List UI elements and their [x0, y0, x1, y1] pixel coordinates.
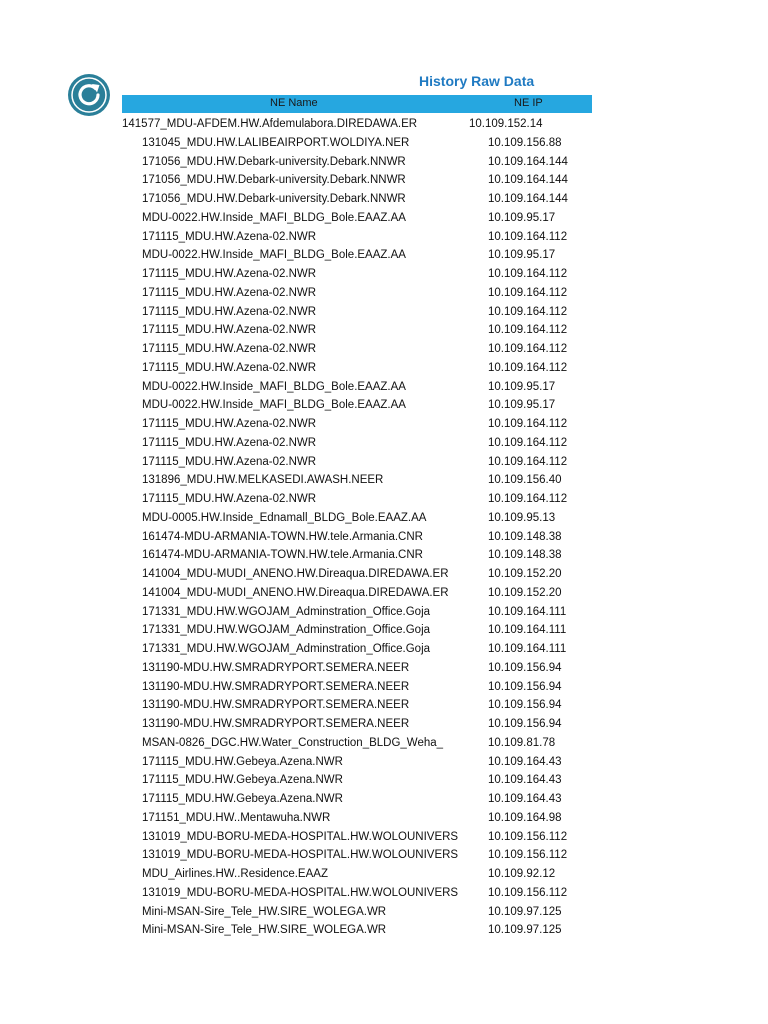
ne-ip-cell: 10.109.156.112: [488, 886, 568, 899]
ne-ip-cell: 10.109.164.112: [488, 418, 568, 430]
table-row: [0, 771, 768, 790]
table-header: [122, 95, 592, 113]
table-row: [0, 246, 768, 265]
table-row: [0, 865, 768, 884]
ne-name-cell: MDU-0022.HW.Inside_MAFI_BLDG_Bole.EAAZ.AA: [142, 380, 406, 393]
ne-ip-cell: 10.109.95.17: [488, 399, 556, 412]
table-row: [0, 809, 768, 828]
ne-ip-cell: 10.109.164.43: [488, 793, 562, 805]
ne-ip-cell: 10.109.152.14: [469, 118, 543, 130]
table-row: [0, 471, 768, 490]
table-row: [0, 453, 768, 472]
ne-name-cell: 131190-MDU.HW.SMRADRYPORT.SEMERA.NEER: [142, 661, 410, 674]
ne-ip-cell: 10.109.95.17: [488, 249, 556, 262]
ne-name-cell: MDU-0022.HW.Inside_MAFI_BLDG_Bole.EAAZ.AA: [142, 211, 406, 224]
ne-name-cell: 171151_MDU.HW..Mentawuha.NWR: [142, 811, 331, 824]
ne-ip-cell: 10.109.156.40: [488, 474, 562, 487]
table-row: [0, 171, 768, 190]
ne-ip-cell: 10.109.164.112: [488, 230, 568, 243]
ne-name-cell: 171115_MDU.HW.Gebeya.Azena.NWR: [142, 755, 343, 768]
ne-name-cell: 171115_MDU.HW.Gebeya.Azena.NWR: [142, 793, 343, 805]
ne-name-cell: 171115_MDU.HW.Azena-02.NWR: [142, 436, 317, 449]
ne-ip-cell: 10.109.95.13: [488, 511, 556, 524]
ne-name-cell: 161474-MDU-ARMANIA-TOWN.HW.tele.Armania.CNR: [142, 530, 423, 543]
ne-ip-cell: 10.109.164.112: [488, 268, 568, 280]
ne-name-cell: 171115_MDU.HW.Azena-02.NWR: [142, 418, 317, 430]
ne-ip-cell: 10.109.164.111: [488, 624, 567, 637]
table-row: [0, 640, 768, 659]
ne-name-cell: 171331_MDU.HW.WGOJAM_Adminstration_Office.Goja: [142, 605, 431, 618]
ne-ip-cell: 10.109.97.125: [488, 924, 562, 937]
ne-name-cell: 131190-MDU.HW.SMRADRYPORT.SEMERA.NEER: [142, 699, 410, 712]
table-row: [0, 603, 768, 622]
ne-name-cell: MDU-0022.HW.Inside_MAFI_BLDG_Bole.EAAZ.AA: [142, 399, 406, 412]
table-row: [0, 303, 768, 322]
ne-name-cell: 171056_MDU.HW.Debark-university.Debark.NNWR: [142, 155, 406, 168]
ne-ip-cell: 10.109.164.112: [488, 436, 568, 449]
table-row: [0, 903, 768, 922]
ne-ip-cell: 10.109.95.17: [488, 211, 556, 224]
ne-ip-cell: 10.109.95.17: [488, 380, 556, 393]
table-row: [0, 828, 768, 847]
table-row: [0, 228, 768, 247]
table-row: [0, 340, 768, 359]
ne-ip-cell: 10.109.156.94: [488, 699, 562, 712]
ne-ip-cell: 10.109.156.94: [488, 661, 562, 674]
ne-ip-cell: 10.109.164.144: [488, 155, 568, 168]
ne-name-cell: 171331_MDU.HW.WGOJAM_Adminstration_Office.Goja: [142, 624, 431, 637]
table-row: [0, 584, 768, 603]
ne-ip-cell: 10.109.97.125: [488, 905, 562, 918]
ne-ip-cell: 10.109.164.112: [488, 343, 568, 355]
ne-ip-cell: 10.109.156.112: [488, 830, 568, 843]
table-row: [0, 415, 768, 434]
table-row: [0, 846, 768, 865]
table-row: [0, 546, 768, 565]
ne-name-cell: 171115_MDU.HW.Azena-02.NWR: [142, 324, 317, 337]
ne-ip-cell: 10.109.156.94: [488, 718, 562, 730]
ne-name-cell: 171331_MDU.HW.WGOJAM_Adminstration_Office.Goja: [142, 643, 431, 655]
ne-name-cell: MDU-0005.HW.Inside_Ednamall_BLDG_Bole.EAAZ.AA: [142, 511, 427, 524]
ne-ip-cell: 10.109.156.94: [488, 680, 562, 693]
ne-name-cell: 171115_MDU.HW.Gebeya.Azena.NWR: [142, 774, 343, 787]
table-row: [0, 565, 768, 584]
refresh-icon[interactable]: [67, 73, 111, 117]
ne-name-cell: 171115_MDU.HW.Azena-02.NWR: [142, 286, 317, 299]
ne-name-cell: 171115_MDU.HW.Azena-02.NWR: [142, 305, 317, 318]
ne-name-cell: 171115_MDU.HW.Azena-02.NWR: [142, 230, 317, 243]
ne-ip-cell: 10.109.152.20: [488, 586, 562, 599]
table-row: [0, 321, 768, 340]
ne-name-cell: 171115_MDU.HW.Azena-02.NWR: [142, 268, 317, 280]
ne-ip-cell: 10.109.164.112: [488, 493, 568, 505]
table-row: [0, 696, 768, 715]
table-row: [0, 153, 768, 172]
ne-ip-cell: 10.109.152.20: [488, 568, 562, 580]
ne-name-cell: 131190-MDU.HW.SMRADRYPORT.SEMERA.NEER: [142, 680, 410, 693]
ne-ip-cell: 10.109.164.43: [488, 774, 562, 787]
table-row: [0, 134, 768, 153]
ne-ip-cell: 10.109.92.12: [488, 868, 556, 880]
ne-name-cell: 171115_MDU.HW.Azena-02.NWR: [142, 455, 317, 468]
ne-name-cell: 141004_MDU-MUDI_ANENO.HW.Direaqua.DIREDAWA.ER: [142, 586, 449, 599]
ne-name-cell: 131045_MDU.HW.LALIBEAIRPORT.WOLDIYA.NER: [142, 136, 410, 149]
ne-ip-cell: 10.109.164.112: [488, 361, 568, 374]
ne-ip-cell: 10.109.164.144: [488, 193, 568, 205]
ne-name-cell: 131019_MDU-BORU-MEDA-HOSPITAL.HW.WOLOUNIVERS: [142, 886, 459, 899]
ne-name-cell: 131190-MDU.HW.SMRADRYPORT.SEMERA.NEER: [142, 718, 410, 730]
table-row: [0, 509, 768, 528]
table-row: [0, 921, 768, 940]
ne-name-cell: 171115_MDU.HW.Azena-02.NWR: [142, 343, 317, 355]
ne-ip-cell: 10.109.164.112: [488, 324, 568, 337]
table-row: [0, 528, 768, 547]
table-row: [0, 359, 768, 378]
table-row: [0, 434, 768, 453]
ne-name-cell: 131019_MDU-BORU-MEDA-HOSPITAL.HW.WOLOUNIVERS: [142, 830, 459, 843]
ne-ip-cell: 10.109.164.112: [488, 286, 568, 299]
ne-ip-cell: 10.109.148.38: [488, 549, 562, 562]
ne-ip-cell: 10.109.156.112: [488, 849, 568, 862]
table-row: [0, 396, 768, 415]
ne-ip-cell: 10.109.164.144: [488, 174, 568, 187]
ne-ip-cell: 10.109.148.38: [488, 530, 562, 543]
ne-name-cell: 141004_MDU-MUDI_ANENO.HW.Direaqua.DIREDAWA.ER: [142, 568, 449, 580]
table-row: [0, 378, 768, 397]
table-row: [0, 678, 768, 697]
ne-name-cell: MDU_Airlines.HW..Residence.EAAZ: [142, 868, 328, 880]
table-row: [0, 715, 768, 734]
ne-name-cell: 171115_MDU.HW.Azena-02.NWR: [142, 493, 317, 505]
table-row: [0, 265, 768, 284]
ne-name-cell: 131896_MDU.HW.MELKASEDI.AWASH.NEER: [142, 474, 384, 487]
ne-ip-cell: 10.109.81.78: [488, 736, 556, 749]
table-row: [0, 190, 768, 209]
ne-name-cell: MDU-0022.HW.Inside_MAFI_BLDG_Bole.EAAZ.AA: [142, 249, 406, 262]
ne-name-cell: 171115_MDU.HW.Azena-02.NWR: [142, 361, 317, 374]
table-row: [0, 115, 768, 134]
ne-ip-cell: 10.109.164.111: [488, 643, 567, 655]
table-row: [0, 734, 768, 753]
table-row: [0, 884, 768, 903]
ne-ip-cell: 10.109.164.112: [488, 455, 568, 468]
ne-ip-cell: 10.109.164.112: [488, 305, 568, 318]
table-row: [0, 659, 768, 678]
ne-ip-cell: 10.109.164.111: [488, 605, 567, 618]
ne-name-cell: 141577_MDU-AFDEM.HW.Afdemulabora.DIREDAWA.ER: [122, 118, 418, 130]
ne-name-cell: 171056_MDU.HW.Debark-university.Debark.NNWR: [142, 174, 406, 187]
table-row: [0, 753, 768, 772]
column-header-ne-ip: NE IP: [514, 97, 543, 109]
table-row: [0, 209, 768, 228]
table-row: [0, 790, 768, 809]
ne-ip-cell: 10.109.164.43: [488, 755, 562, 768]
page-title: History Raw Data: [419, 73, 535, 89]
table-row: [0, 621, 768, 640]
table-row: [0, 284, 768, 303]
data-table: [0, 115, 768, 940]
ne-name-cell: 161474-MDU-ARMANIA-TOWN.HW.tele.Armania.CNR: [142, 549, 423, 562]
ne-name-cell: 171056_MDU.HW.Debark-university.Debark.NNWR: [142, 193, 406, 205]
ne-name-cell: 131019_MDU-BORU-MEDA-HOSPITAL.HW.WOLOUNIVERS: [142, 849, 459, 862]
ne-name-cell: MSAN-0826_DGC.HW.Water_Construction_BLDG_Weha_: [142, 736, 444, 749]
ne-ip-cell: 10.109.156.88: [488, 136, 562, 149]
ne-name-cell: Mini-MSAN-Sire_Tele_HW.SIRE_WOLEGA.WR: [142, 905, 387, 918]
table-row: [0, 490, 768, 509]
ne-ip-cell: 10.109.164.98: [488, 811, 562, 824]
column-header-ne-name: NE Name: [270, 97, 318, 109]
ne-name-cell: Mini-MSAN-Sire_Tele_HW.SIRE_WOLEGA.WR: [142, 924, 387, 937]
